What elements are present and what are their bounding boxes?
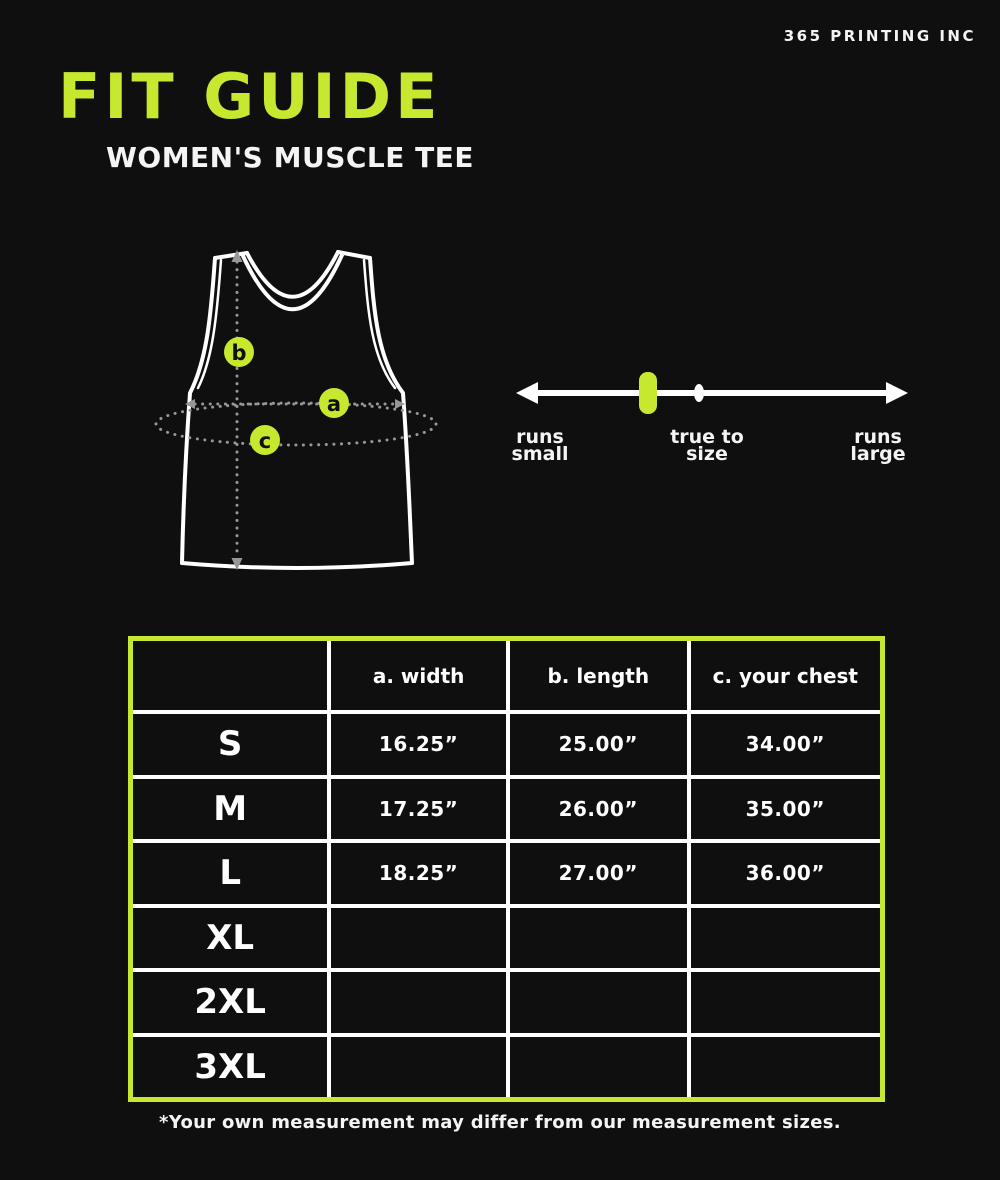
scale-label-runs-large: [838, 426, 918, 465]
width-value-l: 18.25”: [331, 843, 506, 903]
scale-label-line: small: [511, 443, 569, 465]
length-value-s: 25.00”: [510, 714, 687, 774]
page-subtitle: WOMEN'S MUSCLE TEE: [106, 141, 474, 174]
chest-value-2xl: [691, 972, 880, 1032]
footnote: *Your own measurement may differ from our measurement sizes.: [159, 1112, 841, 1133]
marker-a-letter: a: [326, 392, 342, 416]
size-table: [128, 636, 885, 1102]
scale-label-line: large: [850, 443, 906, 465]
column-header-length: b. length: [510, 641, 687, 710]
size-label-xl: XL: [133, 908, 327, 968]
width-value-xl: [331, 908, 506, 968]
size-label-m: M: [133, 779, 327, 839]
length-value-m: 26.00”: [510, 779, 687, 839]
fit-marker: [639, 372, 657, 414]
true-to-size-tick: [694, 384, 704, 402]
size-label-3xl: 3XL: [133, 1037, 327, 1097]
chest-value-m: 35.00”: [691, 779, 880, 839]
width-value-s: 16.25”: [331, 714, 506, 774]
scale-label-line: runs: [516, 426, 564, 448]
scale-label-true-to-size: [667, 426, 747, 465]
marker-b-letter: b: [231, 341, 247, 365]
arrow-left-icon: [516, 382, 538, 404]
size-label-2xl: 2XL: [133, 972, 327, 1032]
chest-value-s: 34.00”: [691, 714, 880, 774]
chest-guide-ellipse: [156, 403, 436, 445]
chest-value-xl: [691, 908, 880, 968]
width-value-3xl: [331, 1037, 506, 1097]
length-value-2xl: [510, 972, 687, 1032]
length-value-xl: [510, 908, 687, 968]
muscle-tee-diagram: [140, 230, 470, 590]
arrow-right-icon: [886, 382, 908, 404]
size-label-s: S: [133, 714, 327, 774]
chest-value-3xl: [691, 1037, 880, 1097]
scale-label-runs-small: [500, 426, 580, 465]
marker-c-letter: c: [258, 429, 272, 453]
chest-value-l: 36.00”: [691, 843, 880, 903]
size-label-l: L: [133, 843, 327, 903]
brand-name: 365 PRINTING INC: [783, 27, 976, 45]
measurement-markers: [224, 337, 349, 455]
corner-cell: [133, 641, 327, 710]
width-value-2xl: [331, 972, 506, 1032]
scale-label-line: runs: [854, 426, 902, 448]
fit-scale: [510, 362, 914, 428]
page-title: FIT GUIDE: [58, 60, 442, 133]
scale-label-line: true to: [670, 426, 744, 448]
measurement-guides: [156, 262, 436, 558]
scale-label-line: size: [686, 443, 728, 465]
column-header-chest: c. your chest: [691, 641, 880, 710]
column-header-width: a. width: [331, 641, 506, 710]
length-value-l: 27.00”: [510, 843, 687, 903]
length-value-3xl: [510, 1037, 687, 1097]
width-value-m: 17.25”: [331, 779, 506, 839]
tee-stitch-lines: [198, 260, 395, 388]
